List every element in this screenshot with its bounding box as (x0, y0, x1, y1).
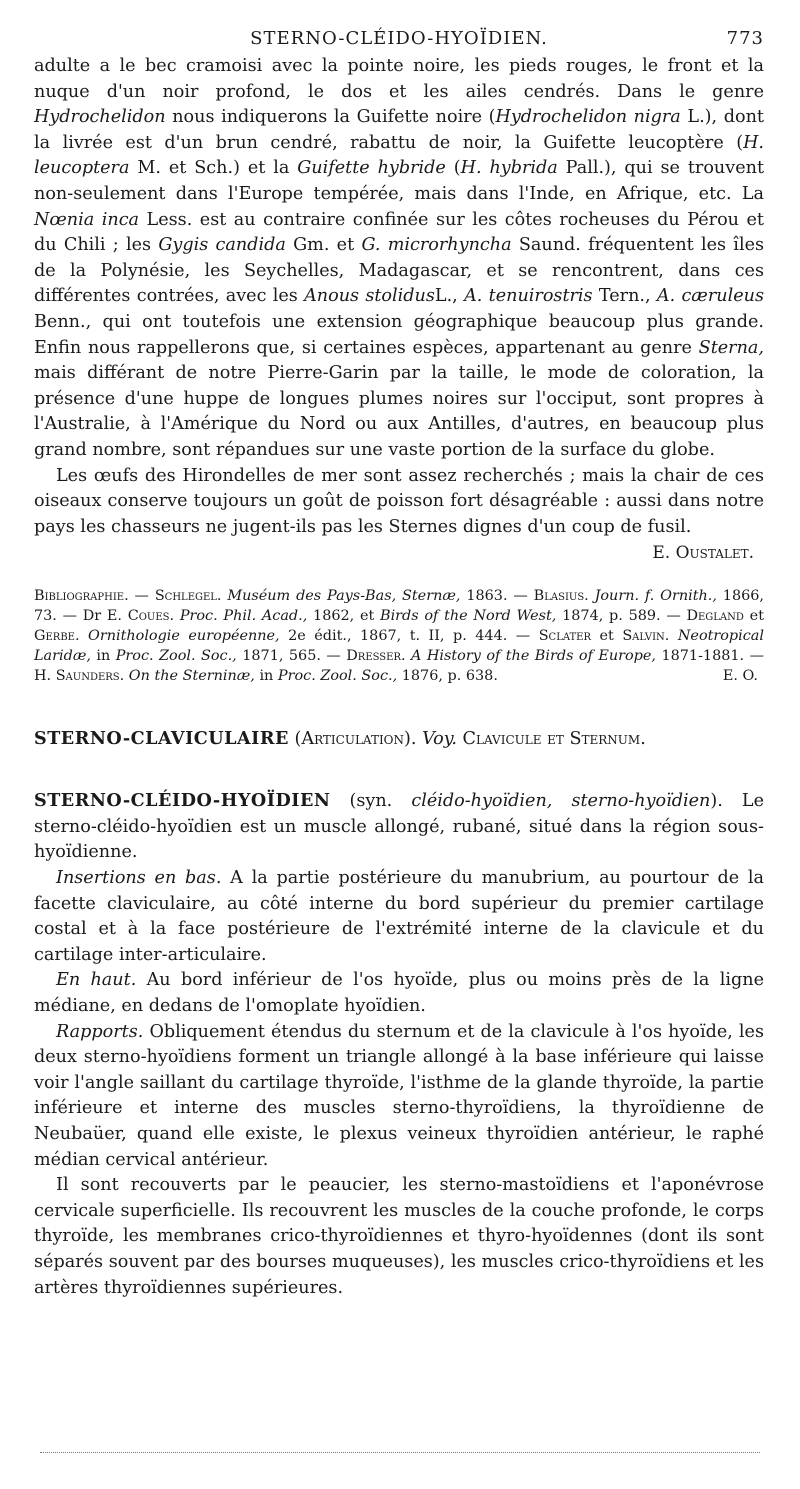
subsection-label: Rapports. (56, 1021, 144, 1042)
bibliography-initials: E. O. (722, 668, 758, 685)
footer-dotted-rule (40, 1452, 760, 1453)
subsection-label: Insertions en bas. (56, 868, 222, 889)
entry-heading: STERNO-CLÉIDO-HYOÏDIEN (34, 790, 331, 812)
entry-sterno-claviculaire: STERNO-CLAVICULAIRE (Articulation). Voy. Clavicule et Sternum. (34, 728, 646, 750)
paragraph-sternes: adulte a le bec cramoisi avec la pointe noire, les pieds rouges, le front et la nuque d'un noir profond, le dos et les ailes cendrés. Dans le genre Hydrochelidon nous indiquerons la Guifette noire (Hydrochelidon nigra L.), dont la livrée est d'un brun cendré, rabattu de noir, la Guifette leucoptère (H. leucoptera M. et Sch.) et la Guifette hybride (H. hybrida Pall.), qui se trouvent non-seulement dans l'Europe tempérée, mais dans l'Inde, en Afrique, etc. La Nœnia inca Less. est au contraire confinée sur les côtes rocheuses du Pérou et du Chili ; les Gygis candida Gm. et G. microrhyncha Saund. fréquentent les îles de la Polynésie, les Seychelles, Madagascar, et se rencontrent, dans ces différentes contrées, avec les Anous stolidusL., A. tenuirostris Tern., A. cæruleus Benn., qui ont toutefois une extension géographique beaucoup plus grande. Enfin nous rappellerons que, si certaines espèces, appartenant au genre Sterna, mais différant de notre Pierre-Garin par la taille, le mode de coloration, la présence d'une huppe de longues plumes noires sur l'occiput, sont propres à l'Australie, à l'Amérique du Nord ou aux Antilles, d'autres, en beaucoup plus grand nombre, sont répandues sur une vaste portion de la surface du globe. (34, 56, 765, 460)
bibliography: Bibliographie. — Schlegel. Muséum des Pays-Bas, Sternæ, 1863. — Blasius. Journ. f. Ornith., 1866, 73. — Dr E. Coues. Proc. Phil. Acad., 1862, et Birds of the Nord West, 1874, p. 589. — Degland et Gerbe. Ornithologie européenne, 2e édit., 1867, t. II, p. 444. — Sclater et Salvin. Neotropical Laridæ, in Proc. Zool. Soc., 1871, 565. — Dresser. A History of the Birds of Europe, 1871-1881. — H. Saunders. On the Sterninæ, in Proc. Zool. Soc., 1876, p. 638. E. O. (34, 588, 764, 685)
page-number: 773 (726, 28, 764, 49)
subsection-label: En haut. (56, 970, 137, 991)
paragraph-recouvrements: Il sont recouverts par le peaucier, les sterno-mastoïdiens et l'aponévrose cervicale superficielle. Ils recouvrent les muscles de la couche profonde, le corps thyroïde, les membranes crico-thyroïdiennes et thyro-hyoïdennes (dont ils sont séparés souvent par des bourses muqueuses), les muscles crico-thyroïdiens et les artères thyroïdiennes supérieures. (34, 1175, 764, 1298)
author-signature: E. Oustalet. (652, 543, 754, 564)
paragraph-en-haut: En haut. Au bord inférieur de l'os hyoïde, plus ou moins près de la ligne médiane, en dedans de l'omoplate hyoïdien. (34, 970, 764, 1017)
entry-sterno-cleido-hyoidien: STERNO-CLÉIDO-HYOÏDIEN (syn. cléido-hyoïdien, sterno-hyoïdien). Le sterno-cléido-hyoïdien est un muscle allongé, rubané, situé dans la région sous-hyoïdienne. (34, 790, 764, 863)
running-header (34, 28, 764, 54)
entry-heading: STERNO-CLAVICULAIRE (34, 728, 289, 750)
running-title: STERNO-CLÉIDO-HYOÏDIEN. (250, 28, 548, 49)
paragraph-insertions-bas: Insertions en bas. A la partie postérieure du manubrium, au pourtour de la facette claviculaire, au côté interne du bord supérieur du premier cartilage costal et à la face postérieure de l'extrémité interne de la clavicule et du cartilage inter-articulaire. (34, 868, 764, 965)
page (34, 28, 764, 1301)
paragraph-rapports: Rapports. Obliquement étendus du sternum et de la clavicule à l'os hyoïde, les deux sterno-hyoïdiens forment un triangle allongé à la base inférieure qui laisse voir l'angle saillant du cartilage thyroïde, l'isthme de la glande thyroïde, la partie inférieure et interne des muscles sterno-thyroïdiens, la thyroïdienne de Neubaüer, quand elle existe, le plexus veineux thyroïdien antérieur, le raphé médian cervical antérieur. (34, 1021, 764, 1170)
paragraph-oeufs: Les œufs des Hirondelles de mer sont assez recherchés ; mais la chair de ces oiseaux conserve toujours un goût de poisson fort désagréable : aussi dans notre pays les chasseurs ne jugent-ils pas les Sternes dignes d'un coup de fusil. (34, 465, 764, 537)
